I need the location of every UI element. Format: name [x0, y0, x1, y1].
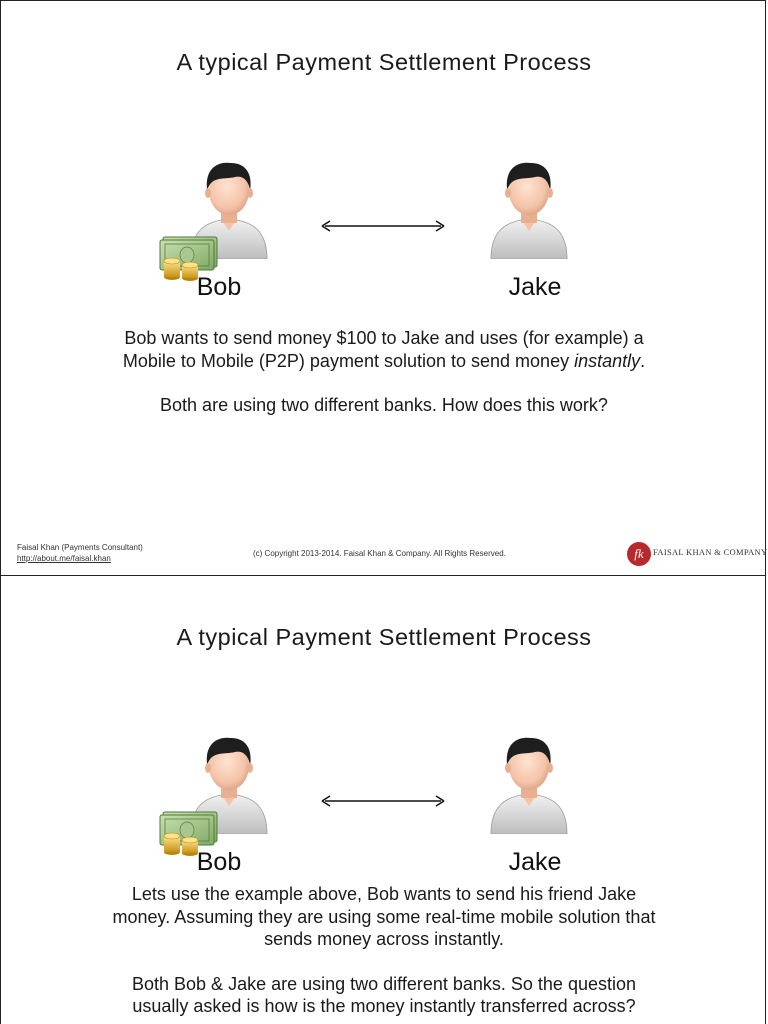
slide-title: A typical Payment Settlement Process: [176, 624, 592, 650]
person-icon: [487, 159, 571, 259]
author-name: Faisal Khan (Payments Consultant): [17, 543, 143, 552]
slide-2: [0, 576, 766, 1024]
author-link[interactable]: http://about.me/faisal.khan: [17, 553, 111, 563]
description-line: Lets use the example above, Bob wants to send his friend Jake: [131, 884, 637, 904]
question-line: usually asked is how is the money instantly transferred across?: [132, 996, 636, 1016]
logo-text: FAISAL KHAN & COMPANY: [653, 547, 768, 557]
description-line: Bob wants to send money $100 to Jake and uses (for example) a: [124, 328, 644, 348]
person-name-jake: Jake: [508, 848, 562, 876]
double-arrow-icon: [321, 219, 445, 233]
description-line: money. Assuming they are using some real-time mobile solution that: [112, 906, 656, 927]
person-name-bob: Bob: [196, 848, 242, 876]
slide-title: A typical Payment Settlement Process: [176, 49, 592, 75]
double-arrow-icon: [321, 794, 445, 808]
copyright-notice: (c) Copyright 2013-2014. Faisal Khan & Company. All Rights Reserved.: [253, 549, 506, 558]
description-line: Mobile to Mobile (P2P) payment solution to send money instantly.: [122, 350, 646, 371]
footer-author: [17, 543, 143, 564]
question-line: Both are using two different banks. How does this work?: [160, 395, 608, 415]
person-icon: [487, 734, 571, 834]
emphasis-text: instantly: [574, 350, 641, 371]
description-line: sends money across instantly.: [264, 929, 504, 949]
person-name-bob: Bob: [196, 273, 242, 301]
slide-description: [61, 327, 707, 417]
slide-description: [41, 883, 727, 1018]
logo-mark: fk: [627, 542, 651, 566]
question-line: Both Bob & Jake are using two different banks. So the question: [132, 973, 636, 994]
person-name-jake: Jake: [508, 273, 562, 301]
